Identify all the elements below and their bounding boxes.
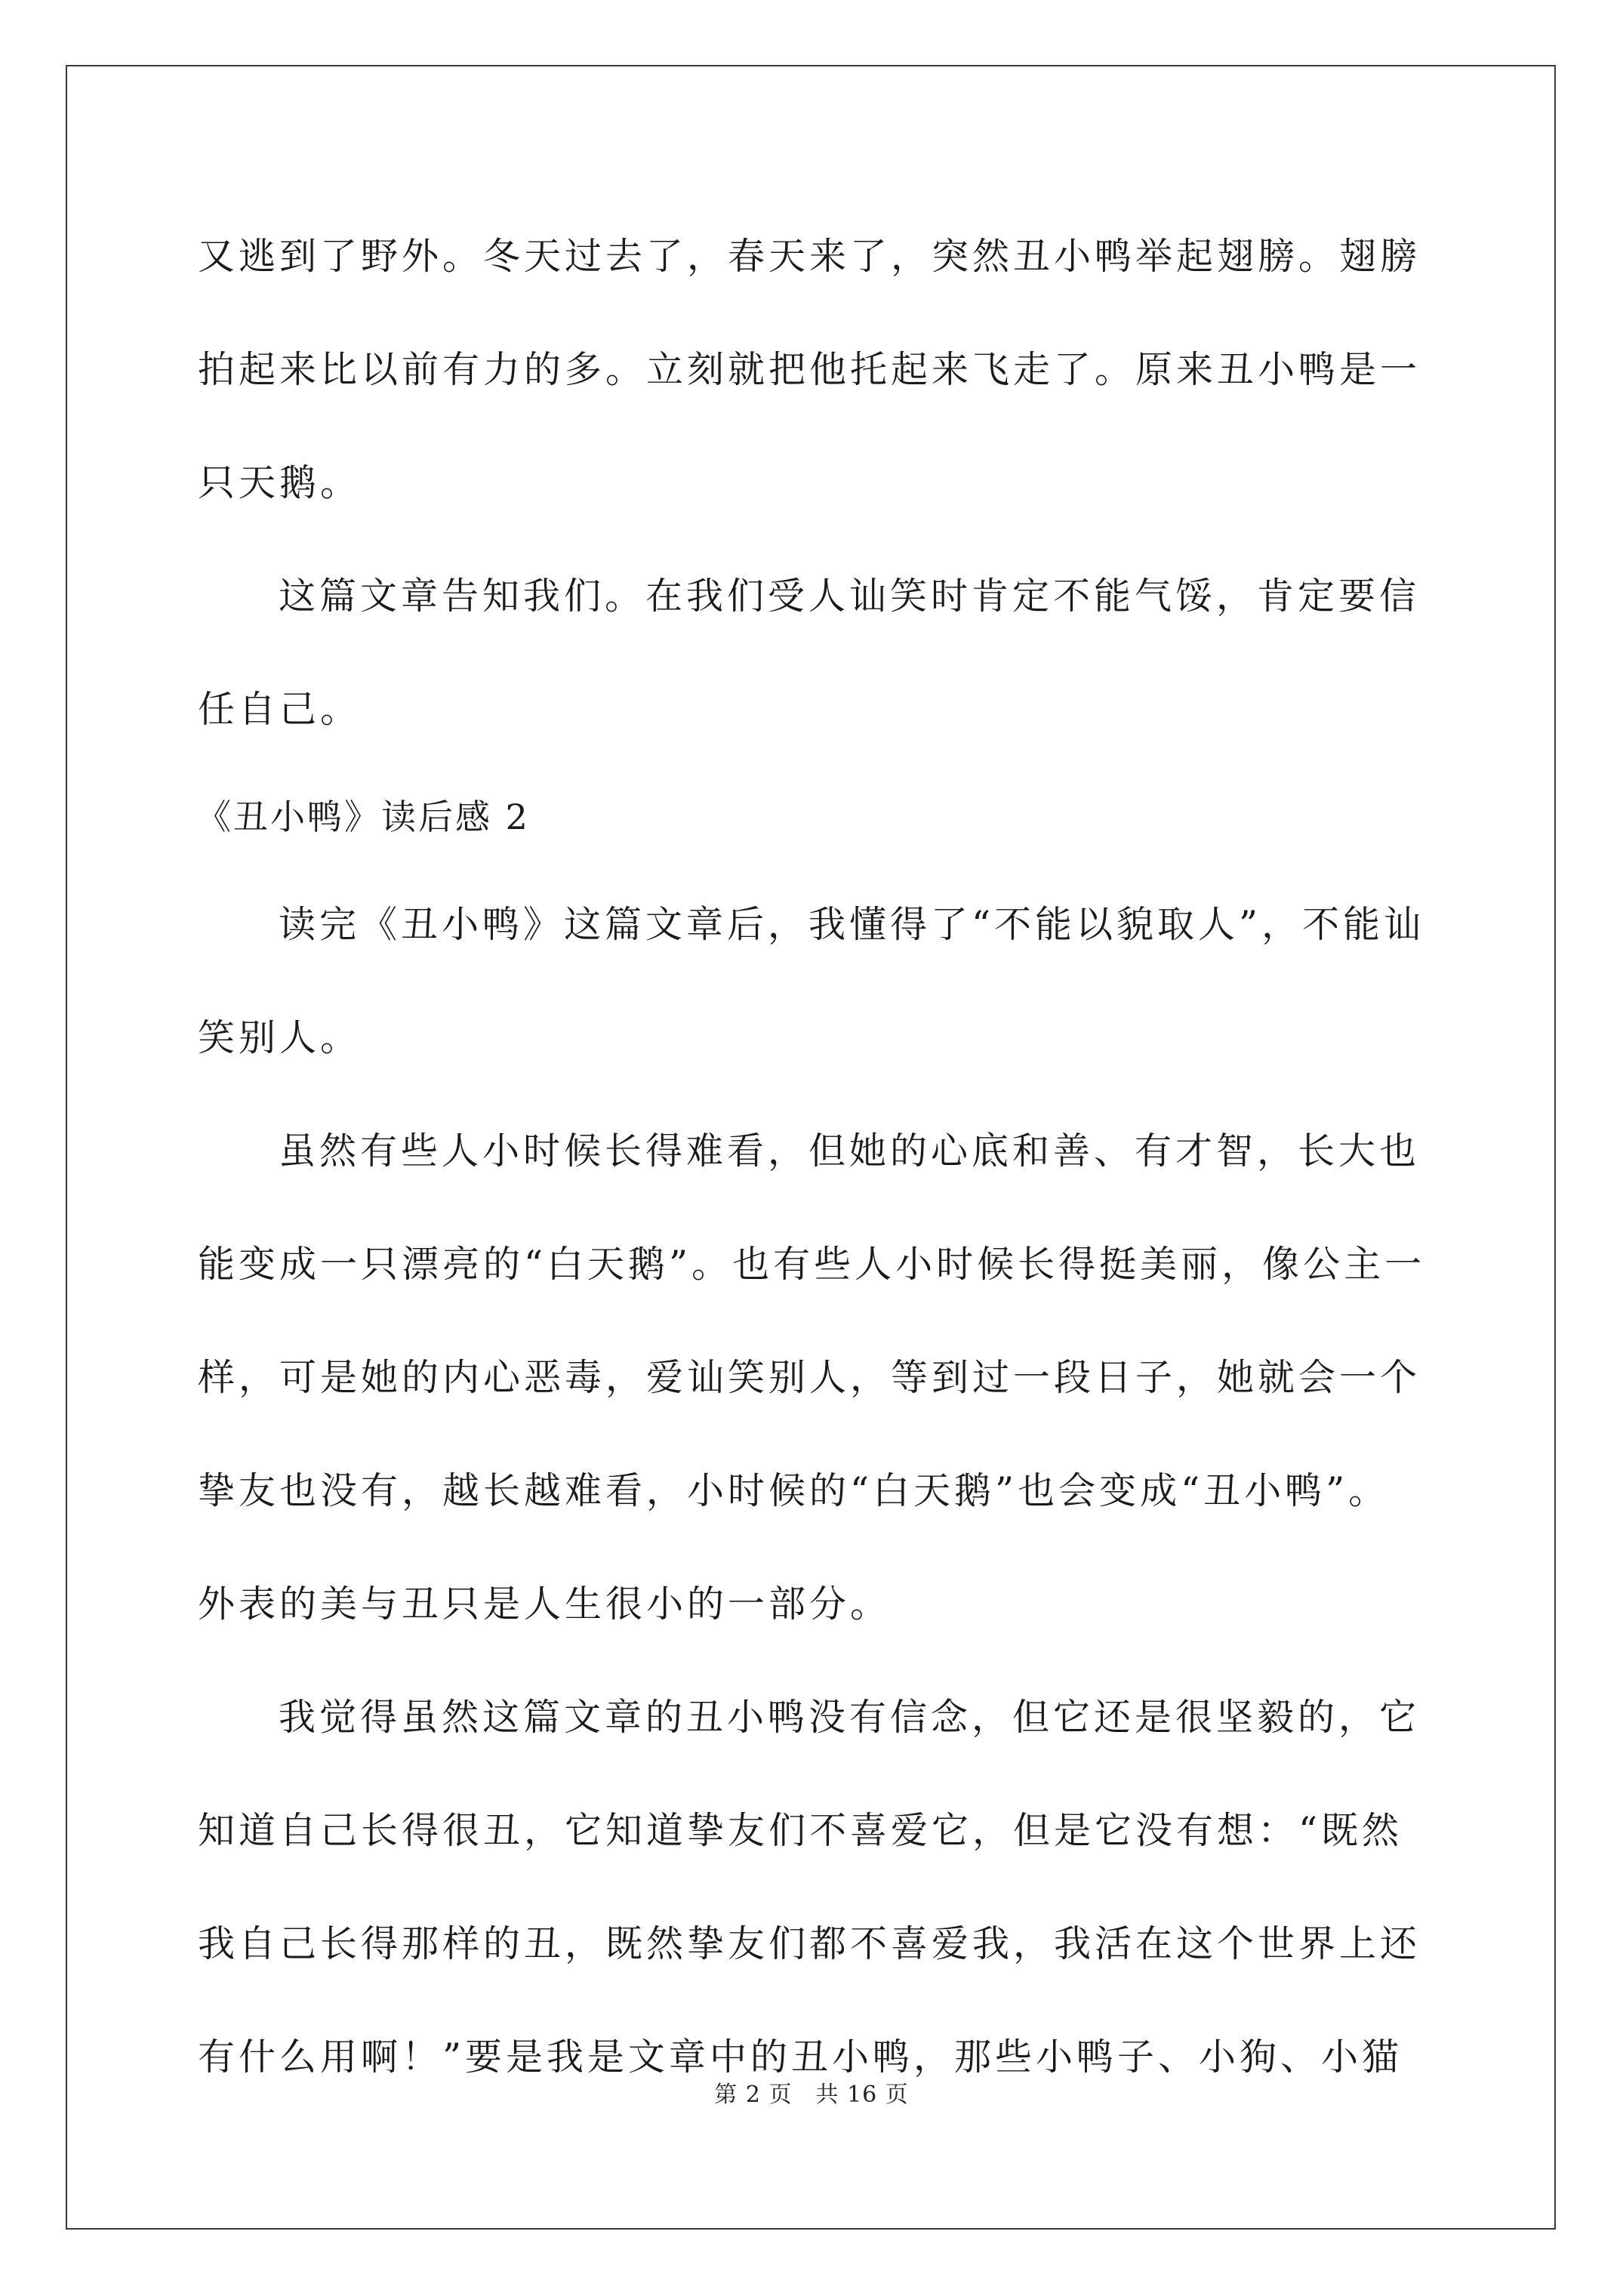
text-line: 读完《丑小鸭》这篇文章后，我懂得了“不能以貌取人”，不能讪 bbox=[279, 903, 1425, 946]
text-line: 拍起来比以前有力的多。立刻就把他托起来飞走了。原来丑小鸭是一 bbox=[198, 348, 1421, 391]
text-line: 笑别人。 bbox=[198, 1016, 362, 1059]
text-line: 我觉得虽然这篇文章的丑小鸭没有信念，但它还是很坚毅的，它 bbox=[279, 1696, 1421, 1739]
text-line: 又逃到了野外。冬天过去了，春天来了，突然丑小鸭举起翅膀。翅膀 bbox=[198, 235, 1421, 278]
text-line: 外表的美与丑只是人生很小的一部分。 bbox=[198, 1583, 892, 1626]
text-line: 有什么用啊！”要是我是文章中的丑小鸭，那些小鸭子、小狗、小猫 bbox=[198, 2036, 1403, 2079]
page-number: 第 2 页 共 16 页 bbox=[714, 2082, 909, 2108]
text-line: 知道自己长得很丑，它知道挚友们不喜爱它，但是它没有想：“既然 bbox=[198, 1809, 1403, 1852]
text-line: 任自己。 bbox=[198, 688, 362, 731]
text-line: 样，可是她的内心恶毒，爱讪笑别人，等到过一段日子，她就会一个 bbox=[198, 1356, 1421, 1399]
text-line: 挚友也没有，越长越难看，小时候的“白天鹅”也会变成“丑小鸭”。 bbox=[198, 1469, 1390, 1512]
text-line: 虽然有些人小时候长得难看，但她的心底和善、有才智，长大也 bbox=[279, 1130, 1421, 1173]
text-line: 我自己长得那样的丑，既然挚友们都不喜爱我，我活在这个世界上还 bbox=[198, 1922, 1421, 1965]
text-line: 这篇文章告知我们。在我们受人讪笑时肯定不能气馁，肯定要信 bbox=[279, 575, 1421, 618]
text-line: 只天鹅。 bbox=[198, 461, 362, 504]
text-line: 能变成一只漂亮的“白天鹅”。也有些人小时候长得挺美丽，像公主一 bbox=[198, 1243, 1426, 1286]
section-heading: 《丑小鸭》读后感 2 bbox=[196, 797, 530, 837]
